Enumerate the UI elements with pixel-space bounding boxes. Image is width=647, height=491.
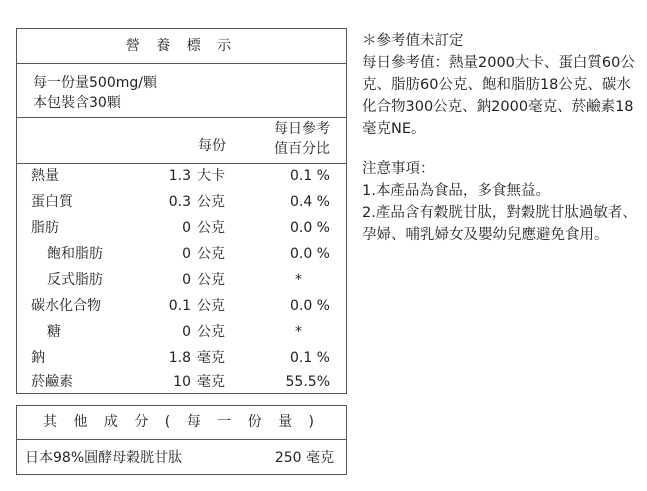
- notice-section: [362, 158, 638, 246]
- nutrient-value: 0: [182, 246, 191, 262]
- nutrient-daily-pct: 0.1 %: [289, 168, 330, 184]
- nutrient-value: 0.1: [168, 298, 191, 314]
- nutrient-value: 0.3: [168, 194, 191, 210]
- notice-title: 注意事項：: [362, 161, 435, 177]
- nutrient-row-calories: [17, 163, 348, 189]
- serving-info: [33, 73, 157, 113]
- divider: [17, 117, 346, 118]
- notice-item: 2.產品含有穀胱甘肽，對穀胱甘肽過敏者、孕婦、哺乳婦女及嬰幼兒應避免食用。: [362, 205, 637, 243]
- reference-note: [362, 30, 638, 140]
- nutrient-name: 菸鹼素: [31, 374, 73, 390]
- nutrient-unit: 公克: [197, 272, 225, 288]
- nutrient-name: 脂肪: [31, 220, 59, 236]
- header-per-serving: 每份: [198, 138, 226, 154]
- nutrient-value: 10: [173, 374, 191, 390]
- nutrient-name: 飽和脂肪: [47, 246, 103, 262]
- nutrient-unit: 公克: [197, 194, 225, 210]
- nutrient-value: 1.3: [168, 168, 191, 184]
- nutrient-row-trans-fat: [17, 267, 348, 293]
- other-ingredients-title: 其 他 成 分 ( 每 一 份 量 ): [43, 414, 320, 430]
- nutrient-row-fat: [17, 215, 348, 241]
- ingredient-row: [17, 440, 346, 476]
- nutrition-facts-table: [16, 28, 347, 394]
- nutrient-value: 0: [182, 220, 191, 236]
- header-daily-line1: 每日參考: [274, 121, 330, 137]
- other-ingredients-table: [16, 405, 347, 475]
- ingredient-name: 日本98%圓酵母穀胱甘肽: [25, 450, 183, 466]
- nutrient-unit: 公克: [197, 220, 225, 236]
- nutrient-name: 蛋白質: [31, 194, 73, 210]
- nutrient-daily-pct: 0.4 %: [289, 194, 330, 210]
- reference-note-text: 每日參考值：熱量2000大卡、蛋白質60公克、脂肪60公克、飽和脂肪18公克、碳水化合物300公克、鈉2000毫克、菸鹼素18毫克NE。: [362, 55, 635, 137]
- nutrition-title: 營 養 標 示: [125, 38, 238, 54]
- divider: [17, 63, 346, 64]
- nutrient-value: 1.8: [168, 350, 191, 366]
- nutrient-daily-pct: *: [295, 272, 302, 288]
- header-daily-line2: 值百分比: [274, 141, 330, 157]
- nutrient-row-protein: [17, 189, 348, 215]
- reference-note-title: ＊參考值未訂定: [362, 33, 464, 49]
- nutrient-name: 熱量: [31, 168, 59, 184]
- ingredient-amount: 250 毫克: [274, 450, 334, 466]
- nutrient-daily-pct: 0.0 %: [289, 246, 330, 262]
- nutrient-name: 糖: [47, 324, 61, 340]
- serving-size: 每一份量500mg/顆: [33, 75, 157, 91]
- nutrient-unit: 公克: [197, 298, 225, 314]
- nutrient-daily-pct: 0.0 %: [289, 220, 330, 236]
- nutrient-unit: 毫克: [197, 374, 225, 390]
- header-daily-value: [262, 119, 342, 159]
- nutrient-value: 0: [182, 324, 191, 340]
- nutrient-name: 鈉: [31, 350, 45, 366]
- nutrient-row-saturated-fat: [17, 241, 348, 267]
- nutrient-daily-pct: 55.5%: [285, 374, 330, 390]
- nutrient-row-sugar: [17, 319, 348, 345]
- nutrient-row-sodium: [17, 345, 348, 371]
- nutrient-name: 反式脂肪: [47, 272, 103, 288]
- notice-item: 1.本產品為食品，多食無益。: [362, 183, 550, 199]
- nutrient-daily-pct: 0.1 %: [289, 350, 330, 366]
- nutrient-row-niacin: [17, 369, 348, 395]
- nutrient-value: 0: [182, 272, 191, 288]
- nutrient-unit: 大卡: [197, 168, 225, 184]
- nutrient-daily-pct: 0.0 %: [289, 298, 330, 314]
- servings-per-pack: 本包裝含30顆: [33, 95, 121, 111]
- nutrient-daily-pct: *: [295, 324, 302, 340]
- nutrient-unit: 毫克: [197, 350, 225, 366]
- nutrient-name: 碳水化合物: [31, 298, 101, 314]
- nutrient-row-carbohydrate: [17, 293, 348, 319]
- nutrient-unit: 公克: [197, 324, 225, 340]
- nutrient-unit: 公克: [197, 246, 225, 262]
